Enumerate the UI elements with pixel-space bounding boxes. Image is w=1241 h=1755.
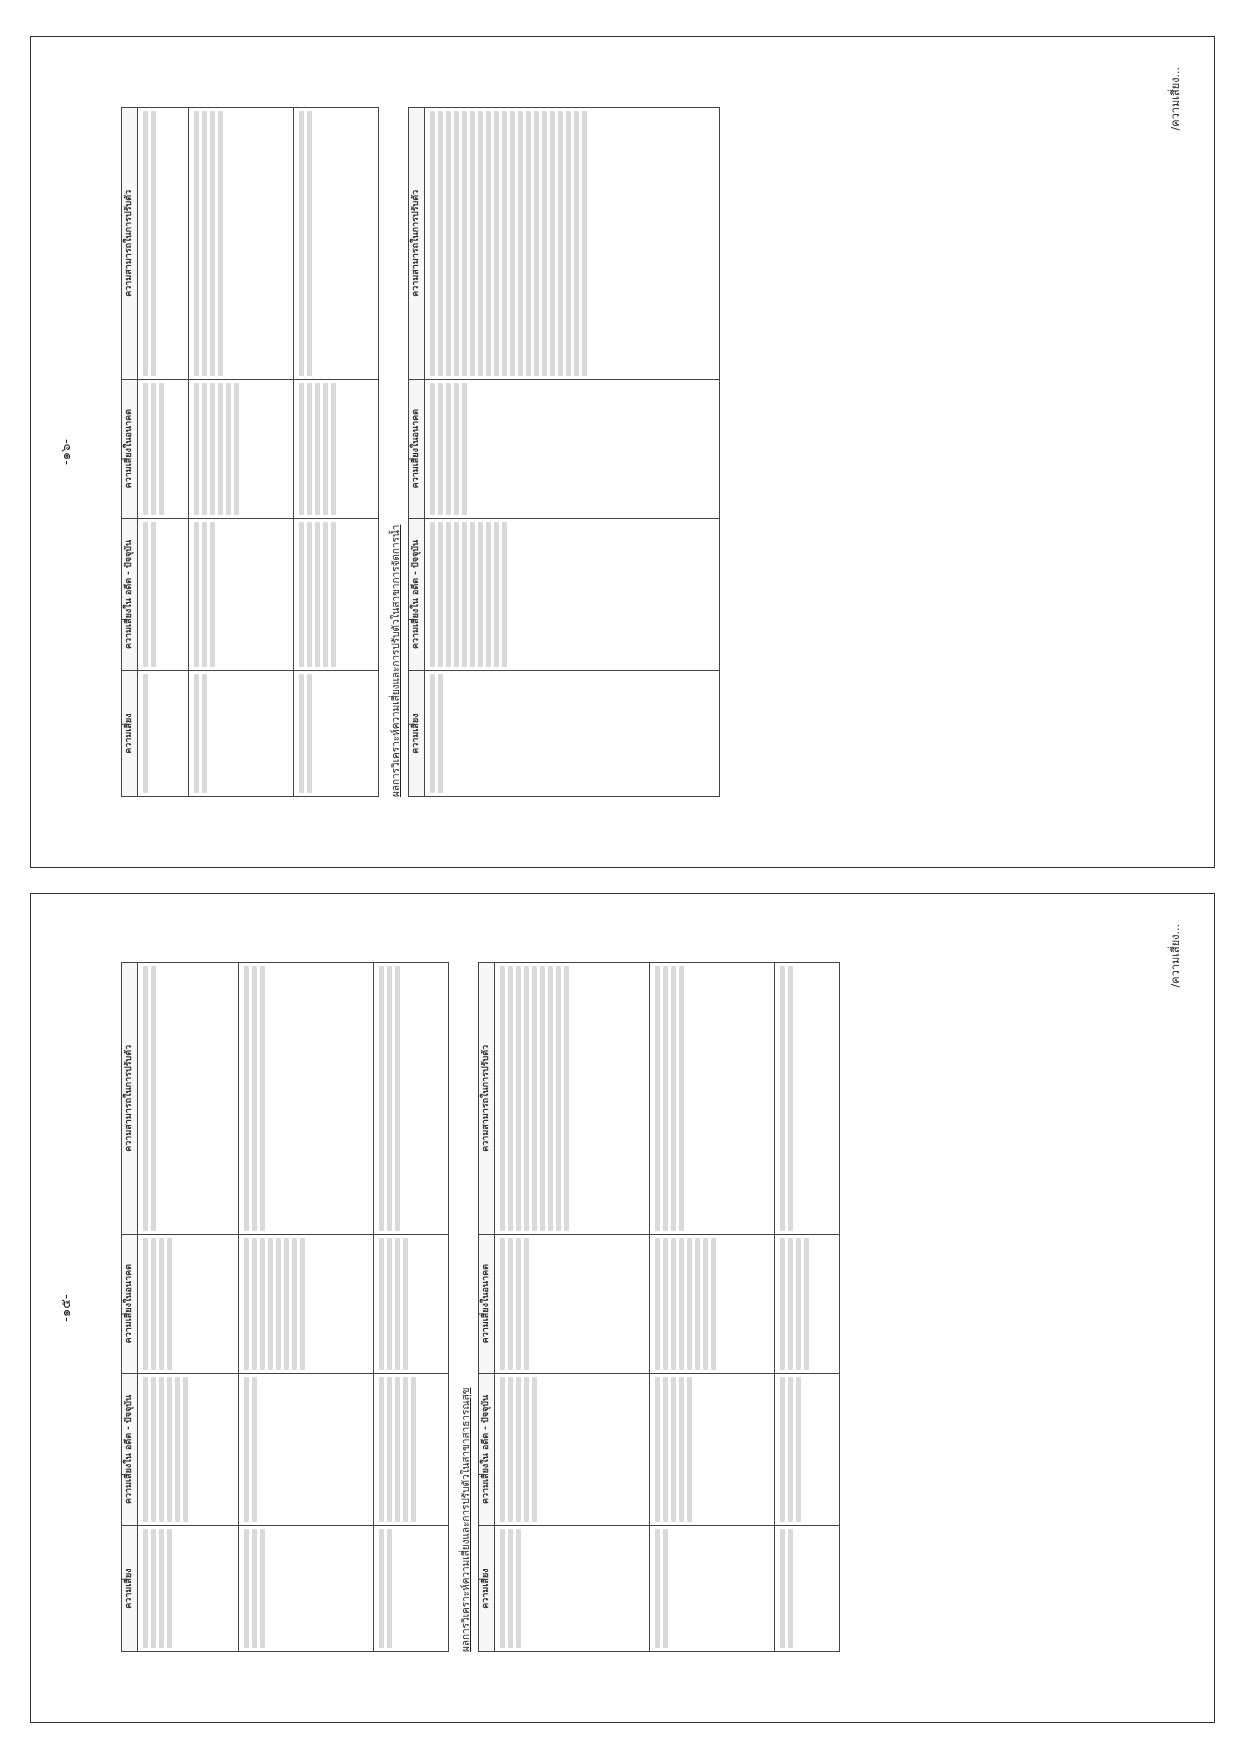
page-frame-16 [30, 36, 1215, 868]
table-row [425, 108, 720, 797]
page-content [121, 962, 840, 1652]
table-header-row [122, 963, 138, 1652]
rotated-page-16 [31, 37, 1214, 867]
rotated-page-15 [31, 894, 1214, 1722]
column-header: ความเสี่ยงในอนาคต [122, 1234, 138, 1373]
page-footer: /ความเสี่ยง... [1169, 924, 1182, 988]
table-row [294, 108, 379, 797]
table-row [374, 963, 449, 1652]
column-header: ความเสี่ยง [479, 1526, 495, 1652]
column-header: ความสามารถในการปรับตัว [479, 963, 495, 1235]
table-header-row [479, 963, 495, 1652]
table-row [495, 963, 650, 1652]
table-row [650, 963, 775, 1652]
page-number: -๑๖- [59, 439, 74, 465]
risk-table [121, 107, 379, 797]
column-header: ความเสี่ยง [409, 671, 425, 797]
column-header: ความสามารถในการปรับตัว [409, 108, 425, 380]
column-header: ความสามารถในการปรับตัว [122, 963, 138, 1235]
table-row [138, 963, 239, 1652]
column-header: ความเสี่ยงใน อดีต - ปัจจุบัน [122, 518, 138, 670]
column-header: ความเสี่ยงในอนาคต [409, 379, 425, 518]
water-risk-table [408, 107, 720, 797]
table-row [189, 108, 294, 797]
column-header: ความเสี่ยงใน อดีต - ปัจจุบัน [409, 518, 425, 670]
table-row [775, 963, 840, 1652]
page-content [121, 107, 720, 797]
column-header: ความเสี่ยงในอนาคต [122, 379, 138, 518]
column-header: ความเสี่ยง [122, 1526, 138, 1652]
risk-table [121, 962, 449, 1652]
table-row [239, 963, 374, 1652]
column-header: ความเสี่ยงใน อดีต - ปัจจุบัน [479, 1373, 495, 1525]
section-heading: ผลการวิเคราะห์ความเสี่ยงและการปรับตัวในสาขาการจัดการน้ำ [391, 524, 402, 797]
page-frame-15 [30, 893, 1215, 1723]
table-header-row [409, 108, 425, 797]
column-header: ความเสี่ยง [122, 671, 138, 797]
table-header-row [122, 108, 138, 797]
page-number: -๑๕- [59, 1294, 74, 1322]
page-footer: /ความเสี่ยง... [1169, 67, 1182, 131]
health-risk-table [478, 962, 840, 1652]
table-row [138, 108, 189, 797]
section-heading: ผลการวิเคราะห์ความเสี่ยงและการปรับตัวในสาขาสาธารณสุข [461, 1387, 472, 1652]
column-header: ความสามารถในการปรับตัว [122, 108, 138, 380]
column-header: ความเสี่ยงในอนาคต [479, 1234, 495, 1373]
column-header: ความเสี่ยงใน อดีต - ปัจจุบัน [122, 1373, 138, 1525]
